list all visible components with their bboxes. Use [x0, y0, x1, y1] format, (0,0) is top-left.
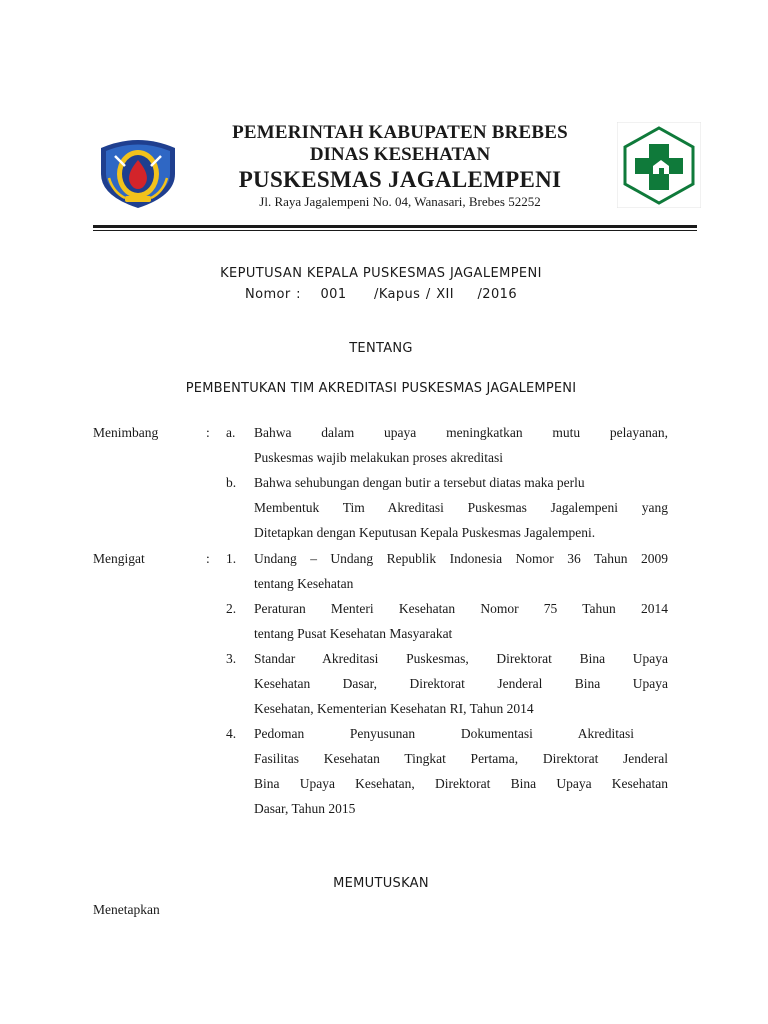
mengigat-item-line: Fasilitas Kesehatan Tingkat Pertama, Direktorat Jenderal	[254, 751, 668, 766]
decree-number-value: 001	[320, 287, 347, 302]
letterhead-rule-thick	[93, 225, 697, 228]
menimbang-item-line: Bahwa dalam upaya meningkatkan mutu pelayanan,	[254, 425, 668, 440]
mengigat-label: Mengigat	[93, 551, 145, 566]
decree-subject: PEMBENTUKAN TIM AKREDITASI PUSKESMAS JAGALEMPENI	[185, 381, 577, 396]
brebes-regency-emblem-icon	[95, 134, 181, 210]
menimbang-label: Menimbang	[93, 425, 159, 440]
decree-tentang: TENTANG	[349, 341, 413, 356]
mengigat-item-line: tentang Pusat Kesehatan Masyarakat	[254, 626, 453, 641]
letterhead-government: PEMERINTAH KABUPATEN BREBES	[232, 122, 568, 143]
mengigat-item-line: Peraturan Menteri Kesehatan Nomor 75 Tahun 2014	[254, 601, 668, 616]
mengigat-item-line: Standar Akreditasi Puskesmas, Direktorat Bina Upaya	[254, 651, 668, 666]
mengigat-item-line: Kesehatan Dasar, Direktorat Jenderal Bina Upaya	[254, 676, 668, 691]
letterhead-address: Jl. Raya Jagalempeni No. 04, Wanasari, Brebes 52252	[259, 194, 541, 209]
mengigat-item-marker: 1.	[226, 551, 237, 566]
menimbang-item-line: Bahwa sehubungan dengan butir a tersebut diatas maka perlu	[254, 475, 585, 490]
mengigat-colon: :	[206, 551, 210, 566]
menimbang-colon: :	[206, 425, 210, 440]
puskesmas-green-cross-icon	[617, 122, 701, 208]
decree-number-year: /2016	[477, 287, 517, 302]
menimbang-item-line: Membentuk Tim Akreditasi Puskesmas Jagalempeni yang	[254, 500, 668, 515]
mengigat-item-marker: 4.	[226, 726, 237, 741]
mengigat-item-marker: 3.	[226, 651, 237, 666]
letterhead-rule-thin	[93, 230, 697, 231]
mengigat-item-line: Dasar, Tahun 2015	[254, 801, 356, 816]
menimbang-item-line: Puskesmas wajib melakukan proses akreditasi	[254, 450, 503, 465]
mengigat-item-line: Kesehatan, Kementerian Kesehatan RI, Tahun 2014	[254, 701, 534, 716]
menimbang-item-line: Ditetapkan dengan Keputusan Kepala Puskesmas Jagalempeni.	[254, 525, 596, 540]
decree-title: KEPUTUSAN KEPALA PUSKESMAS JAGALEMPENI	[220, 266, 542, 281]
menetapkan-label: Menetapkan	[93, 902, 160, 917]
mengigat-item-marker: 2.	[226, 601, 237, 616]
mengigat-item-line: tentang Kesehatan	[254, 576, 354, 591]
letterhead-institution: PUSKESMAS JAGALEMPENI	[238, 167, 562, 192]
memutuskan-heading: MEMUTUSKAN	[333, 876, 429, 891]
decree-number-code: /Kapus / XII	[374, 287, 454, 302]
mengigat-item-line: Undang – Undang Republik Indonesia Nomor 36 Tahun 2009	[254, 551, 668, 566]
mengigat-item-line: Bina Upaya Kesehatan, Direktorat Bina Upaya Kesehatan	[254, 776, 668, 791]
letterhead-office: DINAS KESEHATAN	[309, 144, 491, 165]
decree-number-label: Nomor :	[244, 287, 301, 302]
menimbang-item-marker: b.	[226, 475, 237, 490]
menimbang-item-marker: a.	[226, 425, 236, 440]
decree-number	[93, 287, 669, 302]
mengigat-item-line: Pedoman Penyusunan Dokumentasi Akreditasi	[254, 726, 634, 741]
